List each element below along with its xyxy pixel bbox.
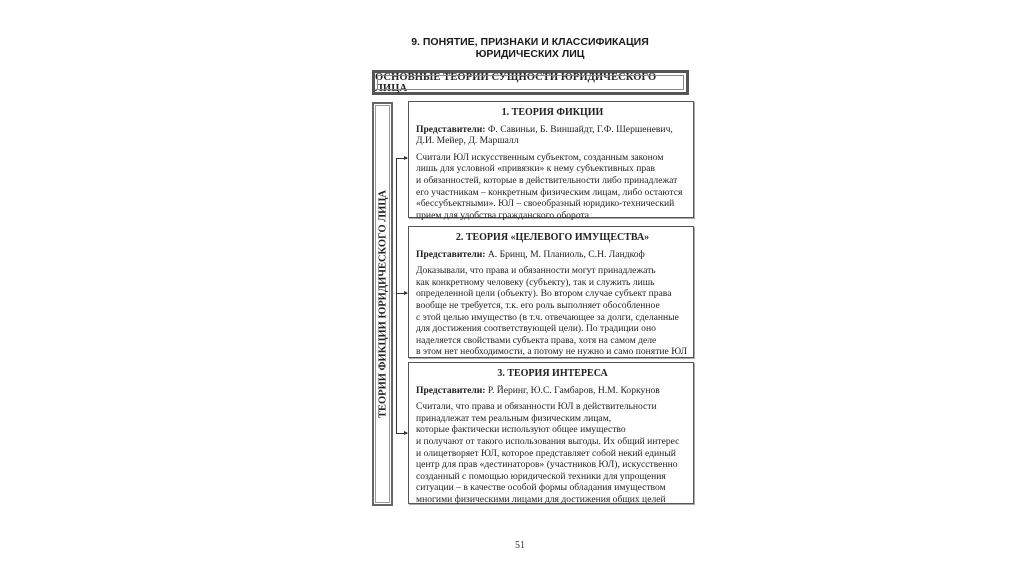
description-line: многими физическими лицами для достижения общих целей	[416, 493, 666, 505]
description-line: и олицетворяет ЮЛ, которое представляет собой некий единый	[416, 447, 676, 459]
theory-title: 2. ТЕОРИЯ «ЦЕЛЕВОГО ИМУЩЕСТВА»	[455, 232, 650, 243]
description-line: созданный с помощью юридической техники для упрощения	[416, 470, 666, 482]
theory-description	[416, 401, 689, 505]
page-title	[360, 36, 700, 60]
description-line: Считали, что права и обязанности ЮЛ в действительности	[416, 401, 657, 413]
page-number: 51	[515, 540, 525, 551]
description-line: «бессубъектными». ЮЛ – своеобразный юридико-технический	[416, 198, 675, 210]
theory-title: 3. ТЕОРИЯ ИНТЕРЕСА	[497, 368, 608, 379]
description-line: для достижения соответствующей цели). По традиции оно	[416, 323, 656, 335]
connector-arrow-3	[396, 433, 407, 434]
representatives-names: А. Бринц, М. Планиоль, С.Н. Ландкоф	[485, 248, 645, 260]
description-line: принадлежат тем реальным физическим лицам,	[416, 412, 612, 424]
description-line: Доказывали, что права и обязанности могут принадлежать	[416, 265, 656, 277]
theory-description	[416, 152, 689, 222]
connector-line	[396, 158, 397, 433]
description-line: в этом нет необходимости, а потому не нужно и само понятие ЮЛ	[416, 346, 688, 358]
theory-description	[416, 265, 689, 358]
section-header-text: ОСНОВНЫЕ ТЕОРИИ СУЩНОСТИ ЮРИДИЧЕСКОГО ЛИЦА	[375, 71, 657, 94]
side-label-box	[372, 102, 393, 506]
description-line: ситуации – в качестве особой формы обладания имуществом	[416, 482, 666, 494]
theory-box-fiction	[408, 101, 694, 221]
description-line: с этой целью имущество (в т.ч. отвечающее за долги, сделанные	[416, 311, 679, 323]
description-line: которые фактически используют общее имущество	[416, 424, 626, 436]
connector-arrow-2	[396, 293, 407, 294]
theory-representatives	[416, 249, 689, 261]
description-line: лишь для условной «привязки» к нему субъективных прав	[416, 163, 655, 175]
description-line: центр для прав «дестинаторов» (участников ЮЛ), искусственно	[416, 459, 678, 471]
representatives-label: Представители:	[416, 248, 486, 260]
description-line: наделяется свойствами субъекта права, хотя на самом деле	[416, 334, 657, 346]
representatives-label: Представители:	[416, 384, 486, 396]
description-line: прием для удобства гражданского оборота	[416, 209, 590, 221]
page-title-line-1: 9. ПОНЯТИЕ, ПРИЗНАКИ И КЛАССИФИКАЦИЯ	[411, 36, 649, 48]
representatives-names: Ф. Савиньи, Б. Виншайдт, Г.Ф. Шершеневич, Д.И. Мейер, Д. Маршалл	[416, 123, 673, 147]
side-label: ТЕОРИИ ФИКЦИИ ЮРИДИЧЕСКОГО ЛИЦА	[377, 189, 388, 419]
description-line: вообще не требуется, т.к. его роль выполняет обособленное	[416, 299, 660, 311]
theory-box-interest	[408, 362, 694, 504]
theory-representatives	[416, 385, 689, 397]
description-line: его участникам – конкретным физическим лицам, либо остаются	[416, 186, 683, 198]
description-line: определенной цели (объекту). Во втором случае субъект права	[416, 288, 672, 300]
connector-arrow-1	[396, 158, 407, 159]
representatives-label: Представители:	[416, 123, 486, 135]
description-line: как конкретному человеку (субъекту), так и служить лишь	[416, 276, 655, 288]
section-header	[372, 70, 689, 95]
theory-representatives	[416, 124, 689, 147]
representatives-names: Р. Йеринг, Ю.С. Гамбаров, Н.М. Коркунов	[485, 384, 660, 396]
theory-title: 1. ТЕОРИЯ ФИКЦИИ	[501, 107, 604, 118]
page-title-line-2: ЮРИДИЧЕСКИХ ЛИЦ	[475, 48, 585, 60]
description-line: и обязанностей, которые в действительности либо принадлежат	[416, 174, 678, 186]
theory-box-target-property	[408, 226, 694, 358]
description-line: и получают от такого использования выгоды. Их общий интерес	[416, 435, 680, 447]
description-line: Считали ЮЛ искусственным субъектом, созданным законом	[416, 151, 664, 163]
